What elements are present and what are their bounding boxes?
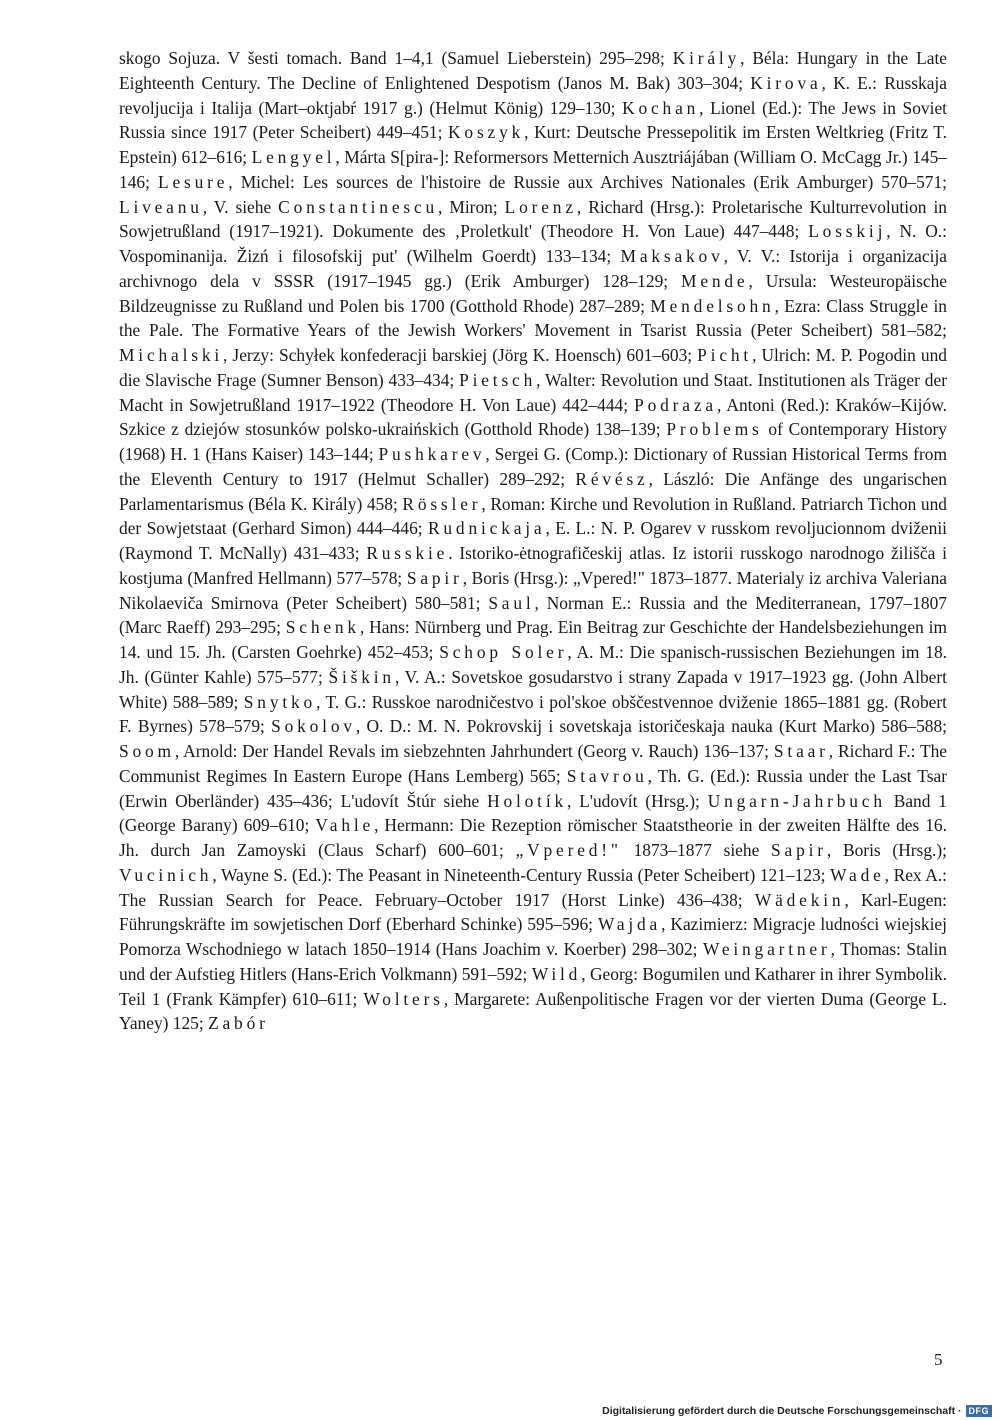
- index-entry-name: Kochan: [622, 97, 700, 118]
- index-entry-name: Michalski: [119, 345, 224, 365]
- dfg-logo-icon: DFG: [966, 1405, 993, 1417]
- index-entry-name: Stavrou: [566, 765, 648, 786]
- index-entry-text: , Hans: Nürnberg und Prag. Ein Beitrag zur Geschichte der Handelsbeziehungen im 14. und 15. Jh. (Carsten Goehrke) 452–453;: [119, 617, 947, 662]
- index-entry-text: , Kurt: Deutsche Pressepolitik im Ersten Weltkrieg (Fritz T. Epstein) 612–616;: [119, 122, 947, 167]
- index-entry-name: Schop Soler: [439, 642, 568, 662]
- page-number: 5: [934, 1350, 943, 1369]
- index-entry-text: skogo Sojuza. V šesti tomach. Band 1–4,1 (Samuel Lieberstein) 295–298;: [119, 48, 673, 68]
- index-entry-name: Soom: [119, 741, 175, 761]
- index-entry-text: , Jerzy: Schyłek konfederacji barskiej (Jörg K. Hoensch) 601–603;: [223, 345, 698, 365]
- index-entry-text: , V. V.: Istorija i organizacija archivnogo dela v SSSR (1917–1945 gg.) (Erik Amburger) 128–129;: [119, 246, 948, 291]
- index-entry-name: Mende: [681, 270, 749, 291]
- index-entry-text: , Norman E.: Russia and the Mediterranean, 1797–1807 (Marc Raeff) 293–295;: [119, 592, 947, 638]
- index-entry-name: Vucinich: [119, 864, 213, 885]
- index-entry-name: Sokolov: [271, 716, 356, 737]
- index-entry-name: Picht: [697, 345, 753, 365]
- index-entry-name: „Vpered!": [515, 840, 622, 860]
- index-entry-text: , A. M.: Die spanisch-russischen Beziehungen im 18. Jh. (Günter Kahle) 575–577;: [119, 642, 947, 687]
- index-entry-text: , Hermann: Die Rezeption römischer Staatstheorie in der zweiten Hälfte des 16. Jh. durch Jan Zamoyski (Claus Scharf) 600–601;: [119, 815, 947, 860]
- index-entry-text: , Boris (Hrsg.);: [826, 840, 947, 860]
- index-entry-name: Pietsch: [459, 369, 537, 390]
- index-entry-text: 1873–1877 siehe: [621, 840, 772, 860]
- index-entry-name: Mendelsohn: [650, 295, 775, 316]
- index-entry-name: Lesure: [158, 171, 229, 192]
- index-entry-name: Révész: [575, 468, 649, 489]
- index-entry-text: , Walter: Revolution und Staat. Institutionen als Träger der Macht in Sowjetrußland 1917–1922 (Theodore H. Von Laue) 442–444;: [119, 369, 947, 415]
- index-entry-text: , Wayne S. (Ed.): The Peasant in Nineteenth-Century Russia (Peter Scheibert) 121–123;: [212, 864, 831, 885]
- index-entry-text: , T. G.: Russkoe narodničestvo i pol'skoe obščestvennoe dviženie 1865–1881 gg. (Robert F. Byrnes) 578–579;: [119, 691, 947, 737]
- index-entry-text: Band 1 (George Barany) 609–610;: [119, 790, 947, 836]
- index-entry-name: Sapir: [771, 840, 827, 860]
- index-entry-name: Wädekin: [754, 889, 845, 910]
- index-entry-name: Király: [672, 48, 741, 68]
- index-entry-text: , Roman: Kirche und Revolution in Rußland. Patriarch Tichon und der Sowjetstaat (Gerhard Simon) 444–446;: [119, 493, 947, 539]
- index-entry-name: Maksakov: [620, 246, 724, 266]
- index-entry-text: , Sergei G. (Comp.): Dictionary of Russian Historical Terms from the Eleventh Century to 1917 (Helmut Schaller) 289–292;: [119, 444, 947, 489]
- index-entry-text: , E. L.: N. P. Ogarev v russkom revoljucionnom dviženii (Raymond T. McNally) 431–433;: [119, 518, 947, 563]
- index-entry-text: , V. A.: Sovetskoe gosudarstvo i strany Zapada v 1917–1923 gg. (John Albert White) 588–589;: [119, 666, 947, 712]
- index-entry-text: , Richard (Hrsg.): Proletarische Kulturrevolution in Sowjetrußland (1917–1921). Dokumente des ‚Proletkult' (Theodore H. Von Laue) 447–448;: [119, 196, 947, 242]
- index-entry-text: , Ursula: Westeuropäische Bildzeugnisse zu Rußland und Polen bis 1700 (Gotthold Rhode) 287–289;: [119, 270, 947, 316]
- index-entry-name: Podraza: [634, 394, 717, 415]
- index-entry-name: Saul: [488, 592, 535, 613]
- index-entry-name: Liveanu: [119, 196, 203, 217]
- index-entry-name: Rudnickaja: [427, 518, 546, 539]
- index-entry-name: Russkie: [366, 543, 449, 563]
- index-entry-text: , V. siehe: [202, 196, 279, 217]
- index-entry-name: Wolters: [363, 988, 444, 1009]
- index-entry-name: Vahle: [315, 815, 375, 836]
- index-entry-text: , Lionel (Ed.): The Jews in Soviet Russia since 1917 (Peter Scheibert) 449–451;: [119, 97, 947, 143]
- index-text-block: [119, 46, 947, 1036]
- index-entry-text: of Contemporary History (1968) H. 1 (Hans Kaiser) 143–144;: [119, 419, 948, 464]
- index-entry-name: Holotík: [487, 790, 568, 811]
- index-entry-name: Losskij: [808, 221, 887, 242]
- index-entry-text: , K. E.: Russkaja revoljucija i Italija (Mart–oktjabŕ 1917 g.) (Helmut König) 129–130;: [119, 72, 947, 118]
- index-entry-text: , Márta S[pira-]: Reformersors Metternich Ausztriájában (William O. McCagg Jr.) 145–146;: [119, 147, 947, 192]
- index-entry-name: Schenk: [285, 617, 360, 638]
- index-entry-text: , Antoni (Red.): Kraków–Kijów. Szkice z dziejów stosunków polsko-ukraińskich (Gotthold Rhode) 138–139;: [119, 394, 947, 440]
- index-entry-name: Lengyel: [251, 147, 336, 167]
- index-entry-text: , Boris (Hrsg.): „Vpered!" 1873–1877. Materialy iz archiva Valeriana Nikolaeviča Smirnova (Peter Scheibert) 580–581;: [119, 567, 947, 613]
- index-entry-name: Sapir: [406, 567, 463, 588]
- index-entry-name: Koszyk: [448, 122, 525, 143]
- index-entry-text: , L'udovít (Hrsg.);: [567, 790, 708, 811]
- index-entry-text: , Michel: Les sources de l'histoire de Russie aux Archives Nationales (Erik Amburger) 570–571;: [228, 171, 948, 192]
- index-entry-text: , Richard F.: The Communist Regimes In Eastern Europe (Hans Lemberg) 565;: [119, 741, 948, 786]
- index-entry-name: Rössler: [402, 493, 482, 514]
- index-entry-name: Kirova: [750, 72, 822, 93]
- index-entry-text: , Rex A.: The Russian Search for Peace. February–October 1917 (Horst Linke) 436–438;: [119, 864, 947, 910]
- index-entry-name: Wild: [531, 963, 582, 984]
- index-entry-name: Wade: [830, 864, 885, 885]
- index-entry-text: , Karl-Eugen: Führungskräfte im sowjetischen Dorf (Eberhard Schinke) 595–596;: [119, 889, 947, 935]
- index-entry-text: , N. O.: Vospominanija. Žizń i filosofskij put' (Wilhelm Goerdt) 133–134;: [119, 221, 947, 266]
- index-entry-text: , Th. G. (Ed.): Russia under the Last Tsar (Erwin Oberländer) 435–436; L'udovít Štúr siehe: [119, 765, 947, 811]
- index-entry-text: , Georg: Bogumilen und Katharer in ihrer Symbolik. Teil 1 (Frank Kämpfer) 610–611;: [119, 963, 947, 1009]
- index-entry-name: Problems: [666, 419, 763, 440]
- index-entry-text: , Margarete: Außenpolitische Fragen vor der vierten Duma (George L. Yaney) 125;: [119, 988, 947, 1034]
- index-entry-text: , Ulrich: M. P. Pogodin und die Slavische Frage (Sumner Benson) 433–434;: [119, 345, 947, 390]
- index-entry-name: Wajda: [597, 914, 662, 935]
- index-entry-text: , Arnold: Der Handel Revals im siebzehnten Jahrhundert (Georg v. Rauch) 136–137;: [174, 741, 774, 761]
- index-entry-text: , O. D.: M. N. Pokrovskij i sovetskaja istoričeskaja nauka (Kurt Marko) 586–588;: [355, 716, 947, 737]
- index-entry-name: Pushkarev: [378, 444, 486, 464]
- index-entry-text: , Ezra: Class Struggle in the Pale. The Formative Years of the Jewish Workers' Movement in Tsarist Russia (Peter Scheibert) 581–582;: [119, 295, 947, 341]
- footer-text: Digitalisierung gefördert durch die Deutsche Forschungsgemeinschaft ·: [602, 1405, 962, 1417]
- index-entry-name: Zabór: [208, 1013, 269, 1034]
- index-entry-name: Ungarn-Jahrbuch: [707, 790, 886, 811]
- index-entry-name: Šiškin: [328, 666, 395, 687]
- index-entry-text: , Thomas: Stalin und der Aufstieg Hitlers (Hans-Erich Volkmann) 591–592;: [119, 939, 947, 984]
- index-entry-text: , Kazimierz: Migracje ludności wiejskiej Pomorza Wschodniego w latach 1850–1914 (Hans Joachim v. Koerber) 298–302;: [119, 914, 947, 959]
- index-entry-text: , Miron;: [438, 196, 505, 217]
- index-entry-name: Weingartner: [702, 939, 831, 959]
- index-entry-name: Staar: [773, 741, 829, 761]
- index-entry-name: Constantinescu: [278, 196, 439, 217]
- index-entry-text: , László: Die Anfänge des ungarischen Parlamentarismus (Béla K. Király) 458;: [119, 468, 947, 514]
- index-entry-text: . Istoriko-ėtnografičeskij atlas. Iz istorii russkogo narodnogo žilišča i kostjuma (Manfred Hellmann) 577–578;: [119, 543, 948, 588]
- digitization-footer: [602, 1405, 992, 1417]
- index-entry-name: Snytko: [243, 691, 317, 712]
- index-entry-name: Lorenz: [504, 196, 577, 217]
- index-entry-text: , Béla: Hungary in the Late Eighteenth Century. The Decline of Enlightened Despotism (Janos M. Bak) 303–304;: [119, 48, 947, 93]
